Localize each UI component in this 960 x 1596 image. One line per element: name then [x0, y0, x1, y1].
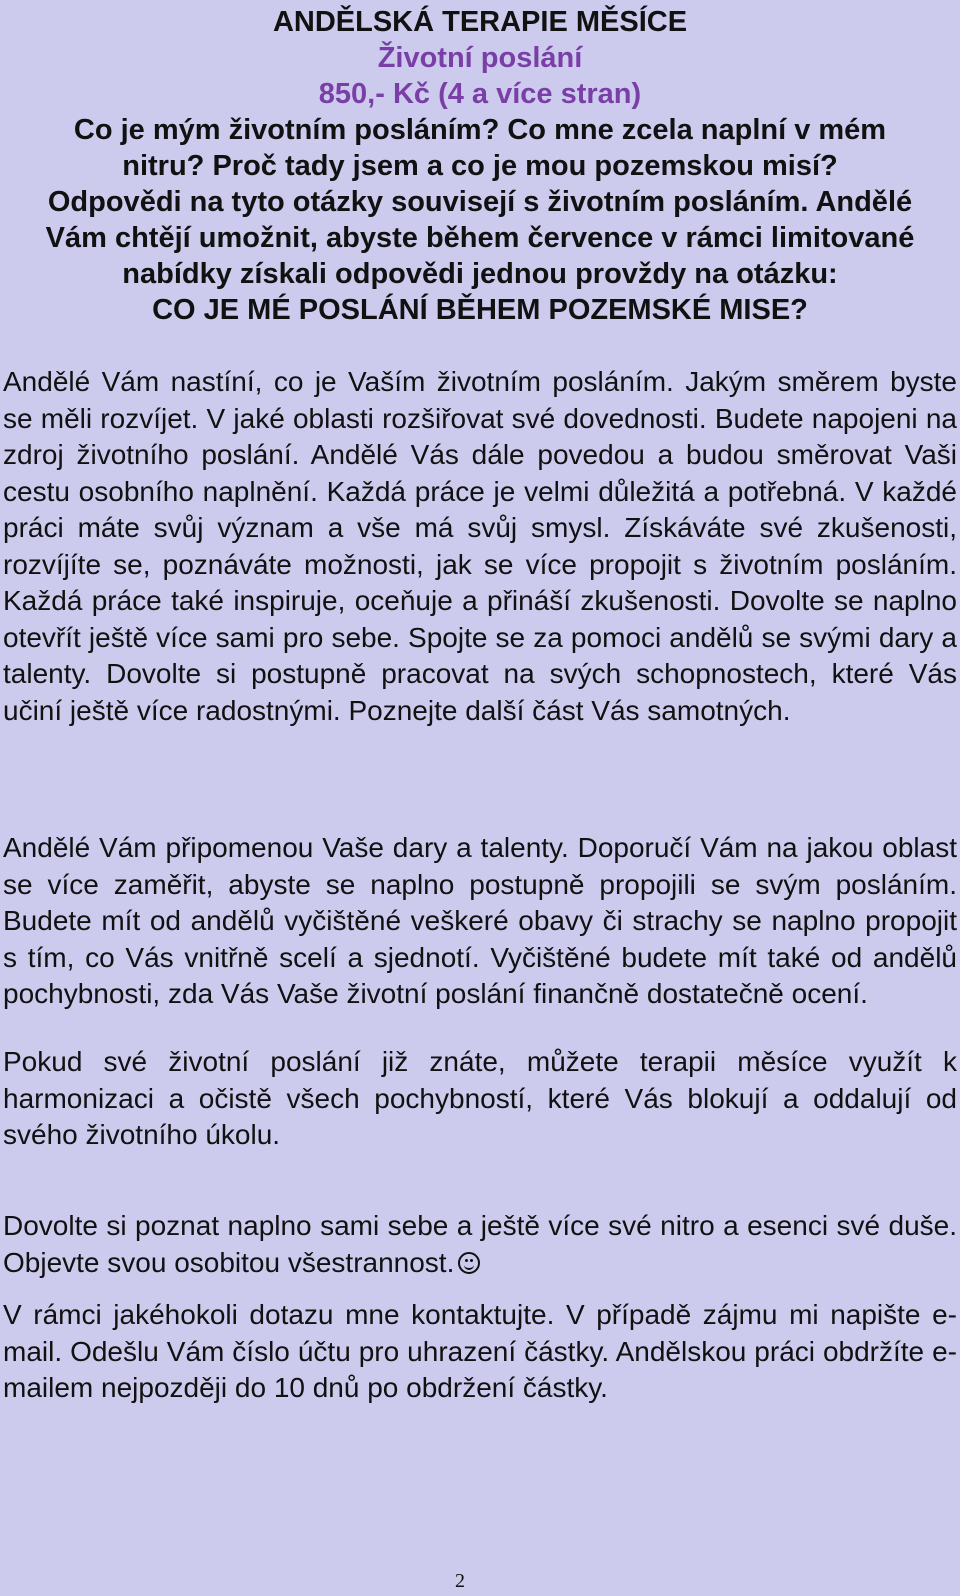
intro-question: CO JE MÉ POSLÁNÍ BĚHEM POZEMSKÉ MISE?: [152, 294, 808, 326]
intro-line-1: Co je mým životním posláním? Co mne zcela naplní v mém: [73, 114, 887, 146]
intro-line-3: Odpovědi na tyto otázky souvisejí s životním posláním. Andělé: [47, 186, 913, 218]
paragraph-contact: [3, 1297, 957, 1407]
paragraph-text: V rámci jakéhokoli dotazu mne kontaktujte. V případě zájmu mi napište e-mail. Odešlu Vám číslo účtu pro uhrazení částky. Andělskou práci obdržíte e-mailem nejpozději do 10 dnů po obdržení částky.: [3, 1299, 957, 1403]
offer-header: [0, 4, 960, 328]
page-number: 2: [455, 1570, 465, 1592]
paragraph-gifts-talents: [3, 830, 957, 1013]
paragraph-text-wrapper: [3, 1208, 957, 1281]
page-subtitle: Životní poslání: [377, 42, 583, 74]
smiley-icon: [458, 1252, 480, 1274]
paragraph-self-knowledge: [3, 1208, 957, 1281]
paragraph-text: Andělé Vám nastíní, co je Vaším životním posláním. Jakým směrem byste se měli rozvíjet. V jaké oblasti rozšiřovat své dovednosti. Budete napojeni na zdroj životního poslání. Andělé Vás dále povedou a budou směrovat Vaši cestu osobního naplnění. Každá práce je velmi důležitá a potřebná. V každé práci máte svůj význam a vše má svůj smysl. Získáváte své zkušenosti, rozvíjíte se, poznáváte možnosti, jak se více propojit s životním posláním. Každá práce také inspiruje, oceňuje a přináší zkušenosti. Dovolte se naplno otevřít ještě více sami pro sebe. Spojte se za pomoci andělů se svými dary a talenty. Dovolte si postupně pracovat na svých schopnostech, které Vás učiní ještě více radostnými. Poznejte další část Vás samotných.: [3, 366, 957, 726]
paragraph-text: Andělé Vám připomenou Vaše dary a talenty. Doporučí Vám na jakou oblast se více zaměřit, abyste se naplno postupně propojili se svým posláním. Budete mít od andělů vyčištěné veškeré obavy či strachy se naplno propojit s tím, co Vás vnitřně scelí a sjednotí. Vyčištěné budete mít také od andělů pochybnosti, zda Vás Vaše životní poslání finančně dostatečně ocení.: [3, 832, 957, 1009]
paragraph-life-purpose: [3, 364, 957, 729]
intro-line-2: nitru? Proč tady jsem a co je mou pozemskou misí?: [122, 150, 838, 182]
intro-line-4: Vám chtějí umožnit, abyste během července v rámci limitované: [45, 222, 915, 254]
price-line: 850,- Kč (4 a více stran): [318, 78, 642, 110]
paragraph-text: Dovolte si poznat naplno sami sebe a ještě více své nitro a esenci své duše. Objevte svou osobitou všestrannost.: [3, 1210, 957, 1278]
intro-line-5: nabídky získali odpovědi jednou provždy na otázku:: [122, 258, 838, 290]
page-title: ANDĚLSKÁ TERAPIE MĚSÍCE: [272, 6, 688, 38]
paragraph-harmonization: [3, 1044, 957, 1154]
paragraph-text: Pokud své životní poslání již znáte, můžete terapii měsíce využít k harmonizaci a očistě všech pochybností, které Vás blokují a oddalují od svého životního úkolu.: [3, 1046, 957, 1150]
